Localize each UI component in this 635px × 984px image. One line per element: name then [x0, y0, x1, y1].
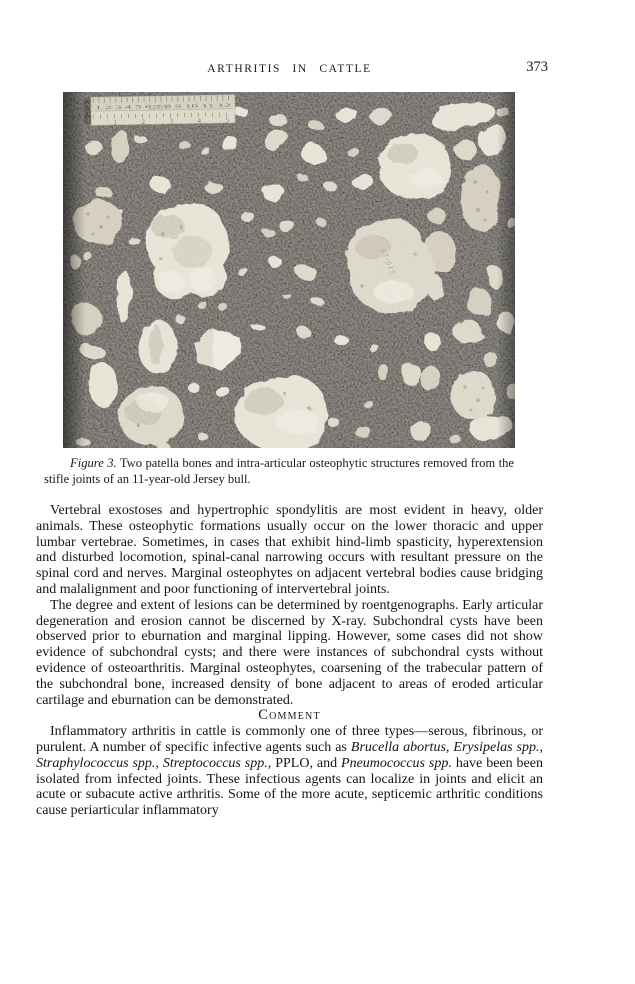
body-paragraph-3: Inflammatory arthritis in cattle is commonly one of three types—serous, fibrinous, or purulent. A number of specific infective agents such as Brucella abortus, Erysipelas spp., Straphylococcus spp., Streptococcus spp., PPLO, and Pneumococcus spp. have been been isolated from infected joints. These infectious agents can localize in joints and elicit an acute or subacute active arthritis. Some of the more acute, septicemic arthritic conditions cause periarticular inflammatory [36, 724, 543, 819]
figure-caption [44, 455, 514, 488]
figure-caption-text: Two patella bones and intra-articular osteophytic structures removed from the stifle joints of an 11-year-old Jersey bull. [44, 456, 515, 487]
running-title: ARTHRITIS IN CATTLE [207, 63, 372, 75]
section-heading-comment: Comment [258, 707, 321, 724]
figure-caption-number: Figure 3. [70, 456, 117, 470]
figure-photo [63, 92, 515, 448]
bone-photograph [63, 92, 515, 448]
body-paragraph-2: The degree and extent of lesions can be determined by roentgenographs. Early articular degeneration and erosion cannot be discerned by X-ray. Subchondral cysts have been observed prior to eburnation and marginal lipping. However, some cases did not show evidence of subchondral cysts; and there were instances of subchondral cysts without evidence of osteoarthritis. Marginal osteophytes, coarsening of the trabecular pattern of the subchondral bone, increased density of bone adjacent to areas of eroded articular cartilage and eburnation can be demonstrated. [36, 597, 543, 708]
article-body [36, 503, 543, 819]
edge-vignette [63, 92, 515, 448]
body-paragraph-1: Vertebral exostoses and hypertrophic spondylitis are most evident in heavy, older animals. These osteophytic formations usually occur on the lower thoracic and upper lumbar vertebrae. Sometimes, in cases that exhibit hind-limb spasticity, hyperextension and disturbed locomotion, spinal-canal narrowing occurs with resultant pressure on the spinal cord and nerves. Marginal osteophytes on adjacent vertebral bodies cause bridging and malalignment and poor functioning of intervertebral joints. [36, 503, 543, 597]
page-number: 373 [526, 59, 548, 75]
